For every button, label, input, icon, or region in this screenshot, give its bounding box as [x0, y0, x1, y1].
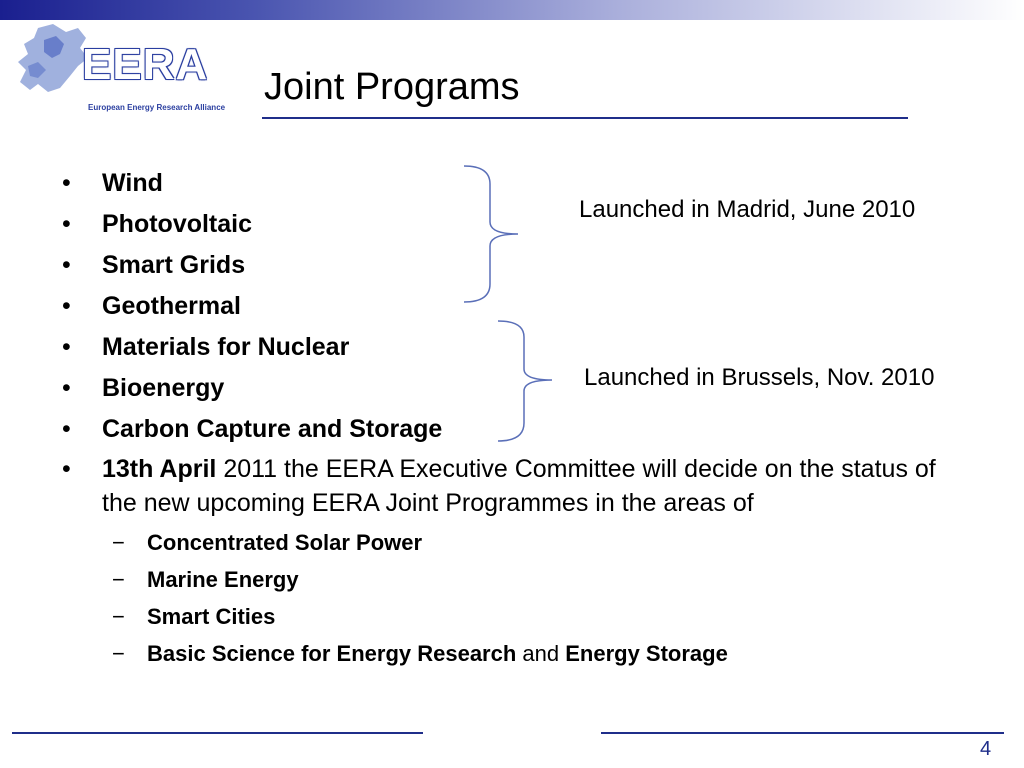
title-underline — [262, 117, 908, 119]
sub-list-item: − Concentrated Solar Power — [62, 524, 962, 561]
decision-text: 2011 the EERA Executive Committee will decide on the status of the new upcoming EERA Joint Programmes in the areas of — [102, 455, 936, 517]
footer-rule-right — [601, 732, 1004, 734]
footer-rule-left — [12, 732, 423, 734]
top-gradient-bar — [0, 0, 1024, 20]
dash-icon: − — [112, 604, 125, 629]
page-number: 4 — [980, 738, 992, 760]
upcoming-list — [62, 524, 962, 672]
list-item: • Wind — [62, 163, 962, 204]
logo-subtitle: European Energy Research Alliance — [88, 103, 226, 112]
list-item: • Geothermal — [62, 286, 962, 327]
list-item: • Photovoltaic — [62, 204, 962, 245]
sub-list-item: − Basic Science for Energy Research and Energy Storage — [62, 635, 962, 672]
decision-date: 13th April — [102, 455, 217, 483]
decision-item — [62, 452, 962, 520]
logo-wordmark: EERA — [82, 40, 209, 89]
dash-icon: − — [112, 567, 125, 592]
dash-icon: − — [112, 641, 125, 666]
right-brace-icon — [460, 164, 524, 304]
list-item: • Materials for Nuclear — [62, 327, 962, 368]
bullet-icon: • — [62, 292, 71, 320]
sub-list-item: − Smart Cities — [62, 598, 962, 635]
dash-icon: − — [112, 530, 125, 555]
group2-note: Launched in Brussels, Nov. 2010 — [584, 364, 935, 391]
bullet-icon: • — [62, 415, 71, 443]
bullet-icon: • — [62, 455, 71, 483]
sub-list-item: − Marine Energy — [62, 561, 962, 598]
bullet-icon: • — [62, 169, 71, 197]
list-item: • Carbon Capture and Storage — [62, 409, 962, 450]
group1-note: Launched in Madrid, June 2010 — [579, 196, 916, 223]
slide-title: Joint Programs — [264, 66, 520, 108]
bullet-icon: • — [62, 333, 71, 361]
list-item: • Bioenergy — [62, 368, 962, 409]
bullet-icon: • — [62, 210, 71, 238]
eera-logo — [8, 18, 226, 112]
right-brace-icon — [494, 319, 558, 443]
list-item: • Smart Grids — [62, 245, 962, 286]
bullet-icon: • — [62, 374, 71, 402]
bullet-icon: • — [62, 251, 71, 279]
